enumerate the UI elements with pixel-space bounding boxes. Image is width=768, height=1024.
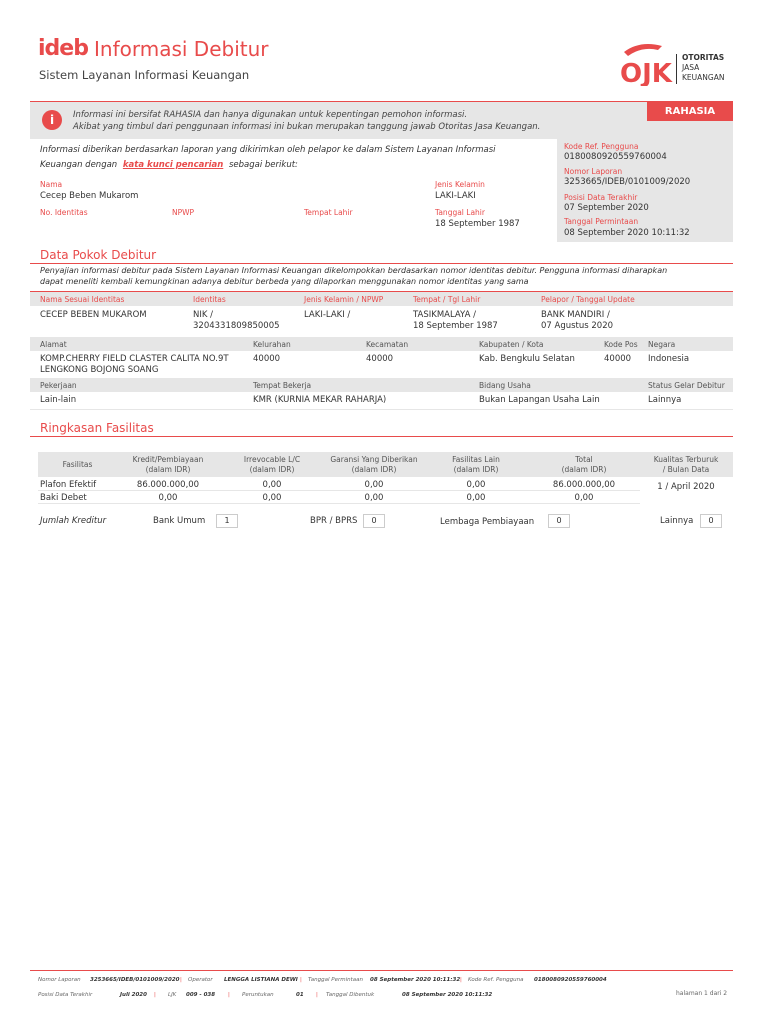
lainnya-label: Lainnya (660, 516, 694, 526)
footer-peruntukan-label: Peruntukan (242, 992, 274, 998)
search-intro-line-2 (40, 160, 298, 170)
footer-kode-label: Kode Ref. Pengguna (468, 977, 524, 983)
footer-sep-6: | (316, 992, 318, 998)
cell-baki-label: Baki Debet (40, 493, 87, 503)
search-intro-line-1: Informasi diberikan berdasarkan laporan yang dikirimkan oleh pelapor ke dalam Sistem Layanan Informasi (40, 145, 496, 155)
th-pelapor-tanggal-update: Pelapor / Tanggal Update (541, 295, 635, 304)
cell-baki-total: 0,00 (574, 493, 594, 503)
cell-plafon-kredit: 86.000.000,00 (136, 480, 200, 490)
tempat-lahir-label: Tempat Lahir (304, 208, 353, 217)
cell-kabupaten: Kab. Bengkulu Selatan (479, 354, 575, 364)
cell-plafon-label: Plafon Efektif (40, 480, 97, 490)
page-number: halaman 1 dari 2 (676, 990, 728, 997)
kode-ref-label: Kode Ref. Pengguna (564, 142, 639, 151)
cell-pelapor-2: 07 Agustus 2020 (541, 321, 614, 331)
job-header-band (30, 378, 733, 392)
cell-status-gelar: Lainnya (648, 395, 682, 405)
nama-label: Nama (40, 180, 63, 189)
search-keyword-link[interactable]: kata kunci pencarian (122, 160, 224, 170)
footer-posisi-value: Juli 2020 (120, 992, 147, 998)
th-irrevocable: Irrevocable L/C (dalam IDR) (243, 455, 301, 474)
th-kualitas: Kualitas Terburuk / Bulan Data (653, 455, 719, 474)
page-subtitle: Sistem Layanan Informasi Keuangan (39, 68, 250, 82)
posisi-data-label: Posisi Data Terakhir (564, 193, 638, 202)
cell-pekerjaan: Lain-lain (40, 395, 77, 405)
jenis-kelamin-label: Jenis Kelamin (435, 180, 485, 189)
th-kredit: Kredit/Pembiayaan (dalam IDR) (132, 455, 204, 474)
rahasia-badge: RAHASIA (647, 102, 733, 121)
th-status-gelar: Status Gelar Debitur (648, 381, 725, 390)
footer-tgldibentuk-label: Tanggal Dibentuk (326, 992, 375, 998)
footer-operator-label: Operator (188, 977, 213, 983)
th-alamat: Alamat (40, 340, 67, 349)
cell-bidang-usaha: Bukan Lapangan Usaha Lain (479, 395, 600, 405)
ideb-logo: ideb (38, 36, 88, 61)
cell-baki-lain: 0,00 (466, 493, 486, 503)
lembaga-count: 0 (548, 514, 570, 528)
tanggal-lahir-label: Tanggal Lahir (435, 208, 485, 217)
footer-line-1 (38, 977, 738, 985)
ojk-line1: OTORITAS (682, 53, 725, 62)
th-kabupaten-kota: Kabupaten / Kota (479, 340, 544, 349)
th-total: Total (dalam IDR) (561, 455, 607, 474)
cell-jenis-kelamin: LAKI-LAKI / (304, 310, 351, 320)
notice-line-1: Informasi ini bersifat RAHASIA dan hanya digunakan untuk kepentingan pemohon informasi. (73, 110, 468, 120)
th-kode-pos: Kode Pos (604, 340, 638, 349)
footer-peruntukan-value: 01 (296, 992, 304, 998)
info-icon: i (42, 110, 62, 130)
footer-sep-1: | (180, 977, 182, 983)
cell-alamat-1: KOMP.CHERRY FIELD CLASTER CALITA NO.9T (40, 354, 229, 364)
th-bidang-usaha: Bidang Usaha (479, 381, 531, 390)
bpr-count: 0 (363, 514, 385, 528)
posisi-data-value: 07 September 2020 (564, 203, 649, 213)
data-pokok-desc-1: Penyajian informasi debitur pada Sistem Layanan Informasi Keuangan dikelompokkan berdasarkan nomor identitas debitur. Pengguna informasi diharapkan (40, 266, 668, 275)
footer-tgldibentuk-value: 08 September 2020 10:11:32 (402, 992, 493, 998)
footer-sep-3: | (460, 977, 462, 983)
nomor-laporan-label: Nomor Laporan (564, 167, 623, 176)
tanggal-permintaan-label: Tanggal Permintaan (564, 217, 639, 226)
ojk-line3: KEUANGAN (682, 73, 725, 82)
data-pokok-rule (30, 263, 733, 264)
cell-kode-pos: 40000 (604, 354, 632, 364)
th-identitas: Identitas (193, 295, 226, 304)
footer-operator-value: LENGGA LISTIANA DEWI (224, 977, 298, 983)
footer-tglminta-value: 08 September 2020 10:11:32 (370, 977, 461, 983)
nomor-laporan-value: 3253665/IDEB/0101009/2020 (564, 177, 691, 187)
bank-umum-label: Bank Umum (153, 516, 206, 526)
footer-sep-5: | (228, 992, 230, 998)
footer-tglminta-label: Tanggal Permintaan (308, 977, 363, 983)
footer-posisi-label: Posisi Data Terakhir (38, 992, 93, 998)
search-intro-pre: Keuangan dengan (40, 160, 118, 170)
cell-plafon-lain: 0,00 (466, 480, 486, 490)
ojk-mark-icon (618, 38, 680, 86)
no-identitas-label: No. Identitas (40, 208, 88, 217)
cell-tempat-2: 18 September 1987 (413, 321, 498, 331)
th-nama-sesuai-identitas: Nama Sesuai Identitas (40, 295, 125, 304)
jenis-kelamin-value: LAKI-LAKI (435, 191, 476, 201)
ojk-logo-text: OJK (620, 59, 672, 86)
nama-value: Cecep Beben Mukarom (40, 191, 139, 201)
th-pekerjaan: Pekerjaan (40, 381, 77, 390)
th-kelurahan: Kelurahan (253, 340, 291, 349)
cell-negara: Indonesia (648, 354, 690, 364)
footer-lk-label: LJK (168, 992, 177, 998)
bank-umum-count: 1 (216, 514, 238, 528)
bpr-label: BPR / BPRS (310, 516, 358, 526)
cell-identitas-1: NIK / (193, 310, 214, 320)
jumlah-kreditur-label: Jumlah Kreditur (40, 516, 107, 526)
ringkasan-title: Ringkasan Fasilitas (40, 421, 154, 435)
cell-pelapor-1: BANK MANDIRI / (541, 310, 610, 320)
footer-line-2 (38, 992, 738, 1000)
cell-nama: CECEP BEBEN MUKAROM (40, 310, 147, 320)
cell-baki-kredit: 0,00 (158, 493, 178, 503)
kode-ref-value: 0180080920559760004 (564, 152, 667, 162)
notice-line-2: Akibat yang timbul dari penggunaan informasi ini bukan merupakan tanggung jawab Otoritas Jasa Keuangan. (73, 122, 541, 132)
cell-plafon-irrevocable: 0,00 (262, 480, 282, 490)
footer-rule (30, 970, 733, 971)
th-fasilitas-lain: Fasilitas Lain (dalam IDR) (452, 455, 500, 474)
footer-sep-4: | (154, 992, 156, 998)
th-garansi: Garansi Yang Diberikan (dalam IDR) (330, 455, 418, 474)
page-title: Informasi Debitur (94, 37, 269, 61)
cell-tempat-1: TASIKMALAYA / (413, 310, 476, 320)
cell-kualitas-terburuk: 1 / April 2020 (657, 482, 715, 492)
cell-plafon-garansi: 0,00 (364, 480, 384, 490)
ojk-logo (618, 38, 738, 86)
footer-nolap-value: 3253665/IDEB/0101009/2020 (90, 977, 180, 983)
lainnya-count: 0 (700, 514, 722, 528)
ojk-line2: JASA (682, 63, 700, 72)
npwp-label: NPWP (172, 208, 195, 217)
cell-identitas-2: 3204331809850005 (193, 321, 280, 331)
cell-plafon-total: 86.000.000,00 (552, 480, 616, 490)
th-tempat-bekerja: Tempat Bekerja (253, 381, 312, 390)
cell-kecamatan: 40000 (366, 354, 394, 364)
th-jenis-kelamin-npwp: Jenis Kelamin / NPWP (304, 295, 384, 304)
notice-bar (30, 102, 733, 139)
cell-baki-irrevocable: 0,00 (262, 493, 282, 503)
cell-alamat-2: LENGKONG BOJONG SOANG (40, 365, 159, 375)
search-intro-post: sebagai berikut: (228, 160, 298, 170)
cell-tempat-bekerja: KMR (KURNIA MEKAR RAHARJA) (253, 395, 387, 405)
data-pokok-desc-2: dapat meneliti kembali kemungkinan adanya debitur berbeda yang dilaporkan menggunakan nomor identitas yang sama (40, 277, 529, 286)
cell-kelurahan: 40000 (253, 354, 281, 364)
job-row-bottom-rule (30, 409, 733, 410)
footer-lk-value: 009 - 038 (186, 992, 216, 998)
tanggal-lahir-value: 18 September 1987 (435, 219, 520, 229)
cell-baki-garansi: 0,00 (364, 493, 384, 503)
th-tempat-tgl-lahir: Tempat / Tgl Lahir (413, 295, 481, 304)
footer-nolap-label: Nomor Laporan (38, 977, 81, 983)
footer-sep-2: | (300, 977, 302, 983)
th-fasilitas: Fasilitas (62, 460, 93, 469)
tanggal-permintaan-value: 08 September 2020 10:11:32 (564, 228, 690, 238)
th-negara: Negara (648, 340, 676, 349)
lembaga-label: Lembaga Pembiayaan (440, 517, 535, 527)
footer-kode-value: 0180080920559760004 (534, 977, 607, 983)
th-kecamatan: Kecamatan (366, 340, 409, 349)
ringkasan-rule (30, 436, 733, 437)
data-pokok-title: Data Pokok Debitur (40, 248, 157, 262)
